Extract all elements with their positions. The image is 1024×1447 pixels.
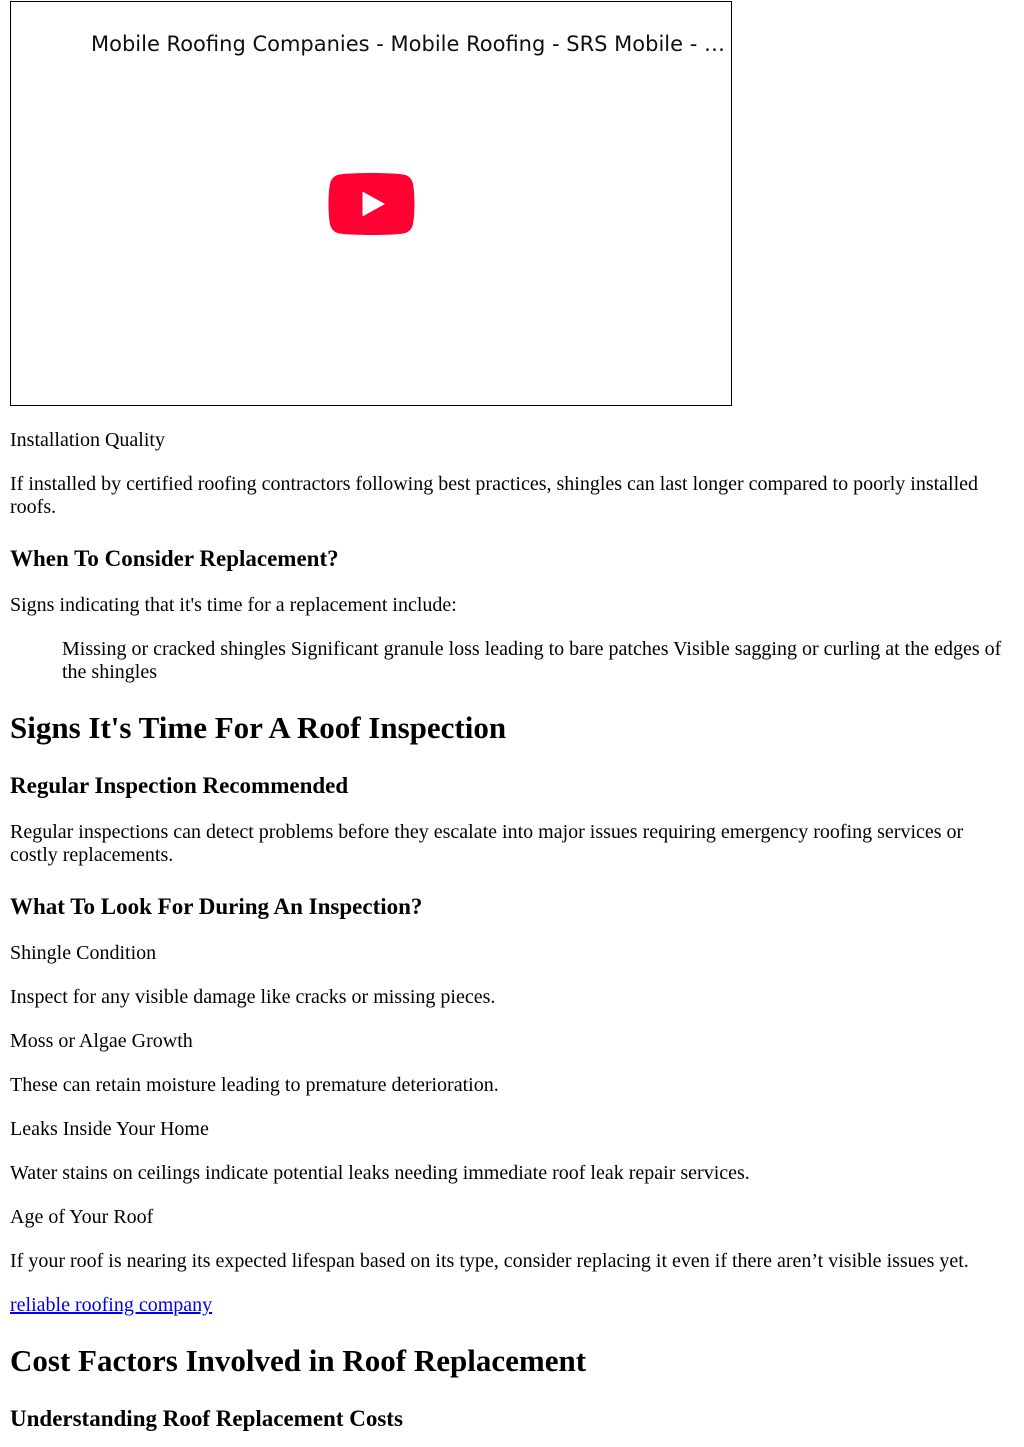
moss-label: Moss or Algae Growth: [10, 1030, 193, 1052]
roof-age-label: Age of Your Roof: [10, 1206, 154, 1228]
moss-text: These can retain moisture leading to premature deterioration.: [10, 1074, 499, 1096]
roof-age-text: If your roof is nearing its expected lifespan based on its type, consider replacing it even if there aren’t visible issues yet.: [10, 1250, 969, 1272]
article: [0, 1, 1024, 1433]
regular-inspection-heading: Regular Inspection Recommended: [10, 773, 349, 798]
youtube-play-icon[interactable]: [328, 173, 415, 235]
play-button-graphic[interactable]: [328, 173, 415, 235]
regular-inspection-text: Regular inspections can detect problems before they escalate into major issues requiring emergency roofing services or costly replacements.: [10, 821, 964, 866]
inspection-heading: Signs It's Time For A Roof Inspection: [10, 710, 507, 745]
look-for-heading: What To Look For During An Inspection?: [10, 894, 423, 919]
video-embed[interactable]: [10, 1, 732, 406]
signs-intro: Signs indicating that it's time for a replacement include:: [10, 594, 457, 616]
shingle-condition-text: Inspect for any visible damage like cracks or missing pieces.: [10, 986, 496, 1008]
link-paragraph: [10, 1294, 1014, 1317]
leaks-label: Leaks Inside Your Home: [10, 1118, 209, 1140]
when-replace-heading: When To Consider Replacement?: [10, 546, 339, 571]
video-title[interactable]: Mobile Roofing Companies - Mobile Roofing - SRS Mobile - …: [91, 32, 725, 56]
leaks-text: Water stains on ceilings indicate potential leaks needing immediate roof leak repair services.: [10, 1162, 750, 1184]
installation-quality-label: Installation Quality: [10, 429, 165, 451]
cost-factors-heading: Cost Factors Involved in Roof Replacement: [10, 1343, 587, 1378]
reliable-roofing-link[interactable]: reliable roofing company: [10, 1294, 213, 1316]
understanding-costs-heading: Understanding Roof Replacement Costs: [10, 1406, 403, 1431]
shingle-condition-label: Shingle Condition: [10, 942, 157, 964]
installation-quality-text: If installed by certified roofing contractors following best practices, shingles can last longer compared to poorly installed roofs.: [10, 473, 979, 518]
signs-list: Missing or cracked shingles Significant granule loss leading to bare patches Visible sagging or curling at the edges of the shingles: [62, 638, 1002, 683]
